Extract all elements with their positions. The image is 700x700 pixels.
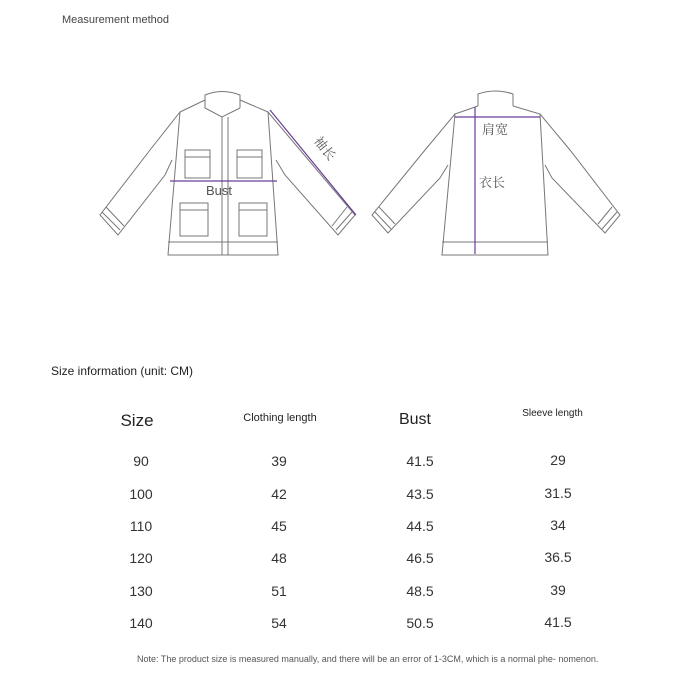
sleeve-label: 袖长 [311, 133, 339, 164]
bust-label: Bust [206, 183, 233, 198]
length-label: 衣长 [479, 175, 506, 190]
size-information-title: Size information (unit: CM) [51, 364, 194, 378]
size-table: Size Clothing length Bust Sleeve length 90 39 41.5 29 100 42 43.5 31.5 110 45 44.5 34 120 48 46.5 36.5 130 51 48.5 39 140 54 50.5 41.5 [0, 0, 700, 700]
header-bust: Bust [398, 411, 431, 428]
header-size: Size [120, 411, 154, 430]
measurement-method-title: Measurement method [62, 14, 169, 26]
measurement-note: Note: The product size is measured manually, and there will be an error of 1-3CM, which is a normal phe- nomenon. [137, 654, 599, 664]
header-sleeve-length: Sleeve length [522, 408, 583, 419]
shoulder-label: 肩宽 [482, 122, 509, 137]
header-clothing-length: Clothing length [243, 412, 317, 424]
